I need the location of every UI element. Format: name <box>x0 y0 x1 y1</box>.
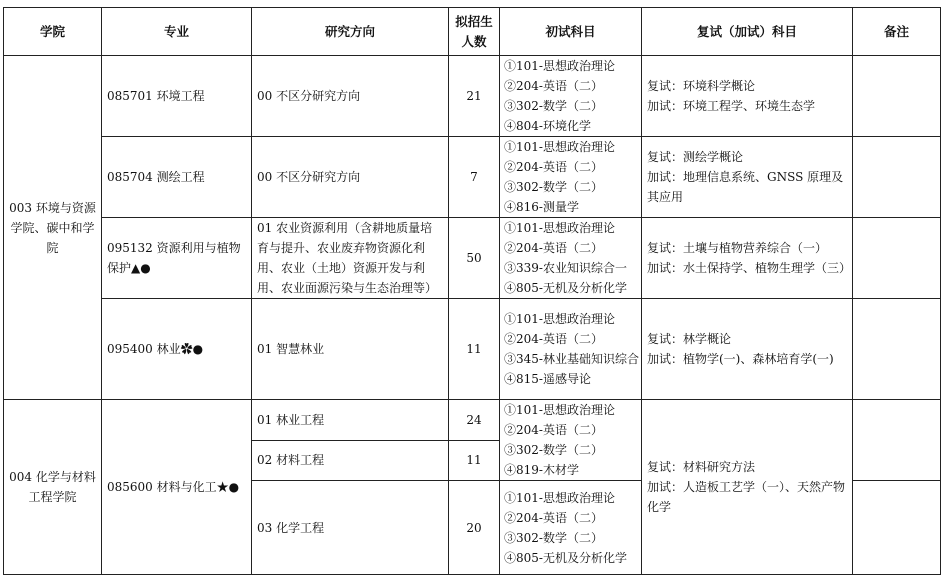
exam-item: ②204-英语（二） <box>504 241 603 255</box>
quota-cell: 20 <box>449 481 500 575</box>
table-row <box>4 400 941 441</box>
header-initial-exam: 初试科目 <box>500 8 642 56</box>
admissions-table-page <box>3 7 940 571</box>
major-cell: 085600 材料与化工★● <box>102 400 252 575</box>
retest-subjects: 复试：林学概论 <box>647 332 732 346</box>
header-notes: 备注 <box>853 8 941 56</box>
major-cell: 095132 资源利用与植物保护▲● <box>102 218 252 299</box>
exam-item: ③339-农业知识综合一 <box>504 261 627 275</box>
initial-exam-cell <box>500 137 642 218</box>
retest-cell <box>642 299 853 400</box>
major-cell: 095400 林业✿● <box>102 299 252 400</box>
exam-item: ③302-数学（二） <box>504 443 603 457</box>
quota-cell: 11 <box>449 440 500 481</box>
table-row <box>4 56 941 137</box>
admissions-table <box>3 7 941 575</box>
initial-exam-cell <box>500 400 642 481</box>
retest-cell <box>642 400 853 575</box>
exam-item: ②204-英语（二） <box>504 423 603 437</box>
quota-cell: 50 <box>449 218 500 299</box>
header-quota <box>449 8 500 56</box>
major-cell: 085701 环境工程 <box>102 56 252 137</box>
retest-subjects: 复试：测绘学概论 <box>647 150 744 164</box>
header-quota-line2: 人数 <box>461 33 487 49</box>
header-college: 学院 <box>4 8 102 56</box>
table-row <box>4 218 941 299</box>
retest-subjects: 复试：材料研究方法 <box>647 460 756 474</box>
initial-exam-cell <box>500 218 642 299</box>
retest-subjects: 复试：土壤与植物营养综合（一） <box>647 241 828 255</box>
retest-cell <box>642 218 853 299</box>
direction-cell: 01 智慧林业 <box>252 299 449 400</box>
direction-cell: 00 不区分研究方向 <box>252 137 449 218</box>
header-row <box>4 8 941 56</box>
exam-item: ④816-测量学 <box>504 200 579 214</box>
exam-item: ①101-思想政治理论 <box>504 59 615 73</box>
header-major: 专业 <box>102 8 252 56</box>
header-retest: 复试（加试）科目 <box>642 8 853 56</box>
exam-item: ③302-数学（二） <box>504 530 603 545</box>
exam-item: ③345-林业基础知识综合 <box>504 352 639 366</box>
college-cell: 003 环境与资源学院、碳中和学院 <box>4 56 102 400</box>
extra-test-subjects: 加试：环境工程学、环境生态学 <box>647 99 816 113</box>
exam-item: ②204-英语（二） <box>504 160 603 174</box>
table-row <box>4 299 941 400</box>
exam-item: ④815-遥感导论 <box>504 372 591 386</box>
retest-subjects: 复试：环境科学概论 <box>647 79 756 93</box>
extra-test-subjects: 加试：水土保持学、植物生理学（三） <box>647 261 852 275</box>
college-cell: 004 化学与材料工程学院 <box>4 400 102 575</box>
quota-cell: 24 <box>449 400 500 441</box>
exam-item: ①101-思想政治理论 <box>504 490 615 505</box>
header-quota-line1: 拟招生 <box>455 13 493 29</box>
quota-cell: 7 <box>449 137 500 218</box>
direction-cell: 01 农业资源利用（含耕地质量培育与提升、农业废弃物资源化利用、农业（土地）资源开发与利用、农业面源污染与生态治理等） <box>252 218 449 299</box>
notes-cell <box>853 400 941 481</box>
exam-item: ②204-英语（二） <box>504 510 603 525</box>
quota-cell: 11 <box>449 299 500 400</box>
exam-item: ③302-数学（二） <box>504 99 603 113</box>
table-row <box>4 137 941 218</box>
notes-cell <box>853 56 941 137</box>
header-direction: 研究方向 <box>252 8 449 56</box>
exam-item: ④805-无机及分析化学 <box>504 550 627 565</box>
exam-item: ①101-思想政治理论 <box>504 403 615 417</box>
direction-cell: 01 林业工程 <box>252 400 449 441</box>
exam-item: ④819-木材学 <box>504 463 579 477</box>
direction-cell: 02 材料工程 <box>252 440 449 481</box>
exam-item: ①101-思想政治理论 <box>504 221 615 235</box>
notes-cell <box>853 218 941 299</box>
notes-cell <box>853 137 941 218</box>
exam-item: ④804-环境化学 <box>504 119 591 133</box>
exam-item: ④805-无机及分析化学 <box>504 281 627 295</box>
exam-item: ①101-思想政治理论 <box>504 312 615 326</box>
notes-cell <box>853 481 941 575</box>
exam-item: ②204-英语（二） <box>504 79 603 93</box>
extra-test-subjects: 加试：植物学(一)、森林培育学(一) <box>647 352 834 366</box>
notes-cell <box>853 299 941 400</box>
exam-item: ③302-数学（二） <box>504 180 603 194</box>
direction-cell: 03 化学工程 <box>252 481 449 575</box>
exam-item: ①101-思想政治理论 <box>504 140 615 154</box>
retest-cell <box>642 56 853 137</box>
major-cell: 085704 测绘工程 <box>102 137 252 218</box>
retest-cell <box>642 137 853 218</box>
exam-item: ②204-英语（二） <box>504 332 603 346</box>
initial-exam-cell <box>500 481 642 575</box>
extra-test-subjects: 加试：地理信息系统、GNSS 原理及其应用 <box>647 170 844 204</box>
direction-cell: 00 不区分研究方向 <box>252 56 449 137</box>
extra-test-subjects: 加试：人造板工艺学（一）、天然产物化学 <box>647 480 846 514</box>
initial-exam-cell <box>500 299 642 400</box>
quota-cell: 21 <box>449 56 500 137</box>
initial-exam-cell <box>500 56 642 137</box>
